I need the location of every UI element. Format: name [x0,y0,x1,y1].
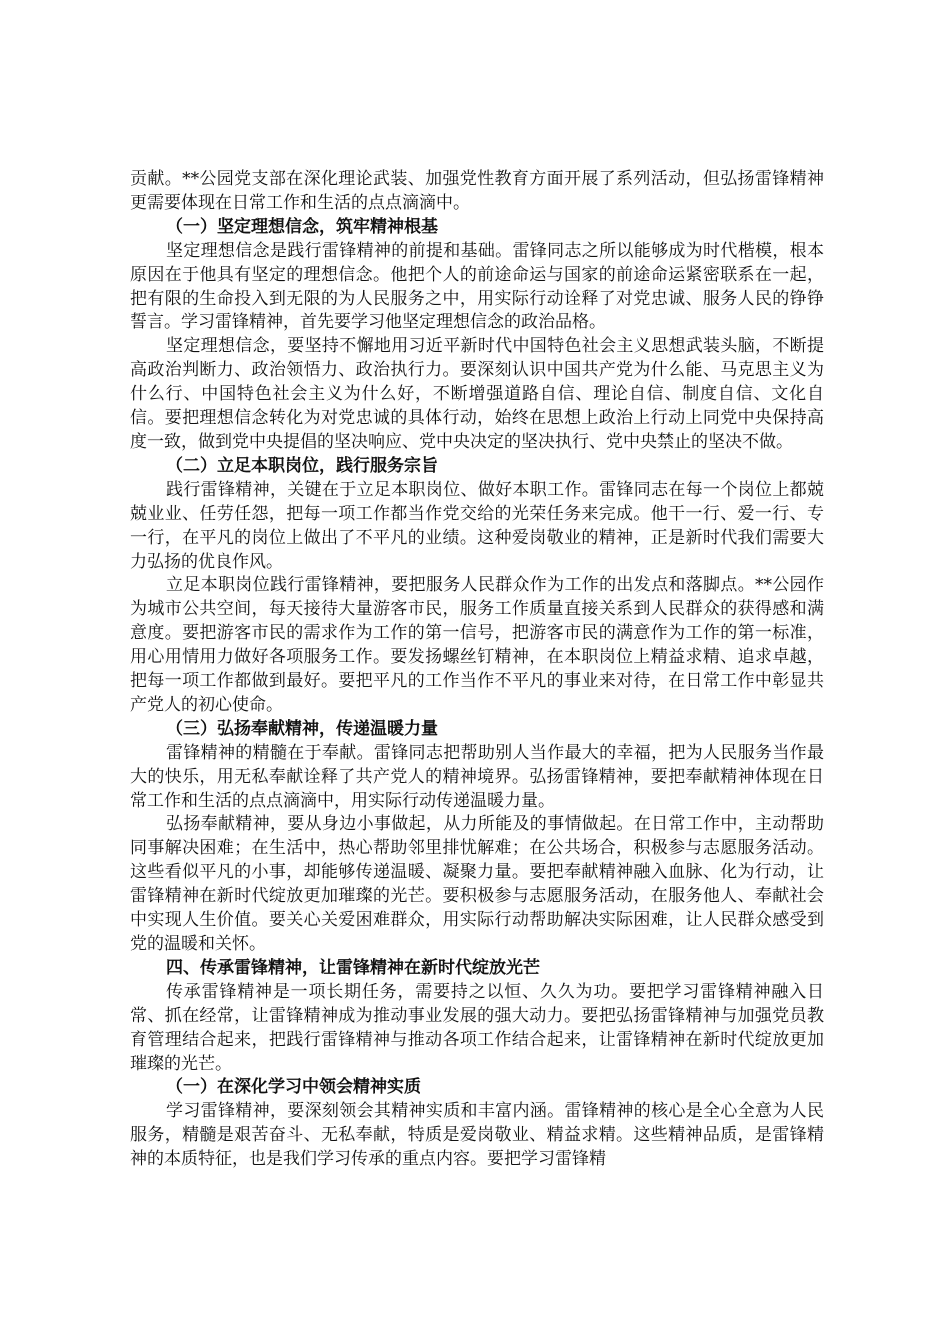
paragraph: 学习雷锋精神，要深刻领会其精神实质和丰富内涵。雷锋精神的核心是全心全意为人民服务，精髓是艰苦奋斗、无私奉献，特质是爱岗敬业、精益求精。这些精神品质，是雷锋精神的本质特征，也是我们学习传承的重点内容。要把学习雷锋精 [130,1101,824,1170]
paragraph: 传承雷锋精神是一项长期任务，需要持之以恒、久久为功。要把学习雷锋精神融入日常、抓在经常，让雷锋精神成为推动事业发展的强大动力。要把弘扬雷锋精神与加强党员教育管理结合起来，把践行雷锋精神与推动各项工作结合起来，让雷锋精神在新时代绽放更加璀璨的光芒。 [130,981,824,1074]
paragraph: 立足本职岗位践行雷锋精神，要把服务人民群众作为工作的出发点和落脚点。**公园作为城市公共空间，每天接待大量游客市民，服务工作质量直接关系到人民群众的获得感和满意度。要把游客市民的需求作为工作的第一信号，把游客市民的满意作为工作的第一标准，用心用情用力做好各项服务工作。要发扬螺丝钉精神，在本职岗位上精益求精、追求卓越，把每一项工作都做到最好。要把平凡的工作当作不平凡的事业来对待，在日常工作中彰显共产党人的初心使命。 [130,575,824,715]
document-page [130,168,824,1172]
section-heading-4-1: （一）在深化学习中领会精神实质 [166,1077,421,1098]
section-heading-1: （一）坚定理想信念，筑牢精神根基 [166,216,438,237]
paragraph-intro-continuation: 贡献。**公园党支部在深化理论武装、加强党性教育方面开展了系列活动，但弘扬雷锋精神更需要体现在日常工作和生活的点点滴滴中。 [130,169,824,213]
paragraph: 坚定理想信念是践行雷锋精神的前提和基础。雷锋同志之所以能够成为时代楷模，根本原因在于他具有坚定的理想信念。他把个人的前途命运与国家的前途命运紧密联系在一起，把有限的生命投入到无限的为人民服务之中，用实际行动诠释了对党忠诚、服务人民的铮铮誓言。学习雷锋精神，首先要学习他坚定理想信念的政治品格。 [130,240,824,333]
paragraph: 雷锋精神的精髓在于奉献。雷锋同志把帮助别人当作最大的幸福，把为人民服务当作最大的快乐，用无私奉献诠释了共产党人的精神境界。弘扬雷锋精神，要把奉献精神体现在日常工作和生活的点点滴滴中，用实际行动传递温暖力量。 [130,742,824,811]
section-heading-2: （二）立足本职岗位，践行服务宗旨 [166,455,438,476]
chapter-heading-4: 四、传承雷锋精神，让雷锋精神在新时代绽放光芒 [166,957,540,978]
section-heading-3: （三）弘扬奉献精神，传递温暖力量 [166,718,438,739]
paragraph: 践行雷锋精神，关键在于立足本职岗位、做好本职工作。雷锋同志在每一个岗位上都兢兢业业、任劳任怨，把每一项工作都当作党交给的光荣任务来完成。他干一行、爱一行、专一行，在平凡的岗位上做出了不平凡的业绩。这种爱岗敬业的精神，正是新时代我们需要大力弘扬的优良作风。 [130,479,824,572]
paragraph: 弘扬奉献精神，要从身边小事做起，从力所能及的事情做起。在日常工作中，主动帮助同事解决困难；在生活中，热心帮助邻里排忧解难；在公共场合，积极参与志愿服务活动。这些看似平凡的小事，却能够传递温暖、凝聚力量。要把奉献精神融入血脉、化为行动，让雷锋精神在新时代绽放更加璀璨的光芒。要积极参与志愿服务活动，在服务他人、奉献社会中实现人生价值。要关心关爱困难群众，用实际行动帮助解决实际困难，让人民群众感受到党的温暖和关怀。 [130,814,824,954]
paragraph: 坚定理想信念，要坚持不懈地用习近平新时代中国特色社会主义思想武装头脑，不断提高政治判断力、政治领悟力、政治执行力。要深刻认识中国共产党为什么能、马克思主义为什么行、中国特色社会主义为什么好，不断增强道路自信、理论自信、制度自信、文化自信。要把理想信念转化为对党忠诚的具体行动，始终在思想上政治上行动上同党中央保持高度一致，做到党中央提倡的坚决响应、党中央决定的坚决执行、党中央禁止的坚决不做。 [130,336,824,452]
